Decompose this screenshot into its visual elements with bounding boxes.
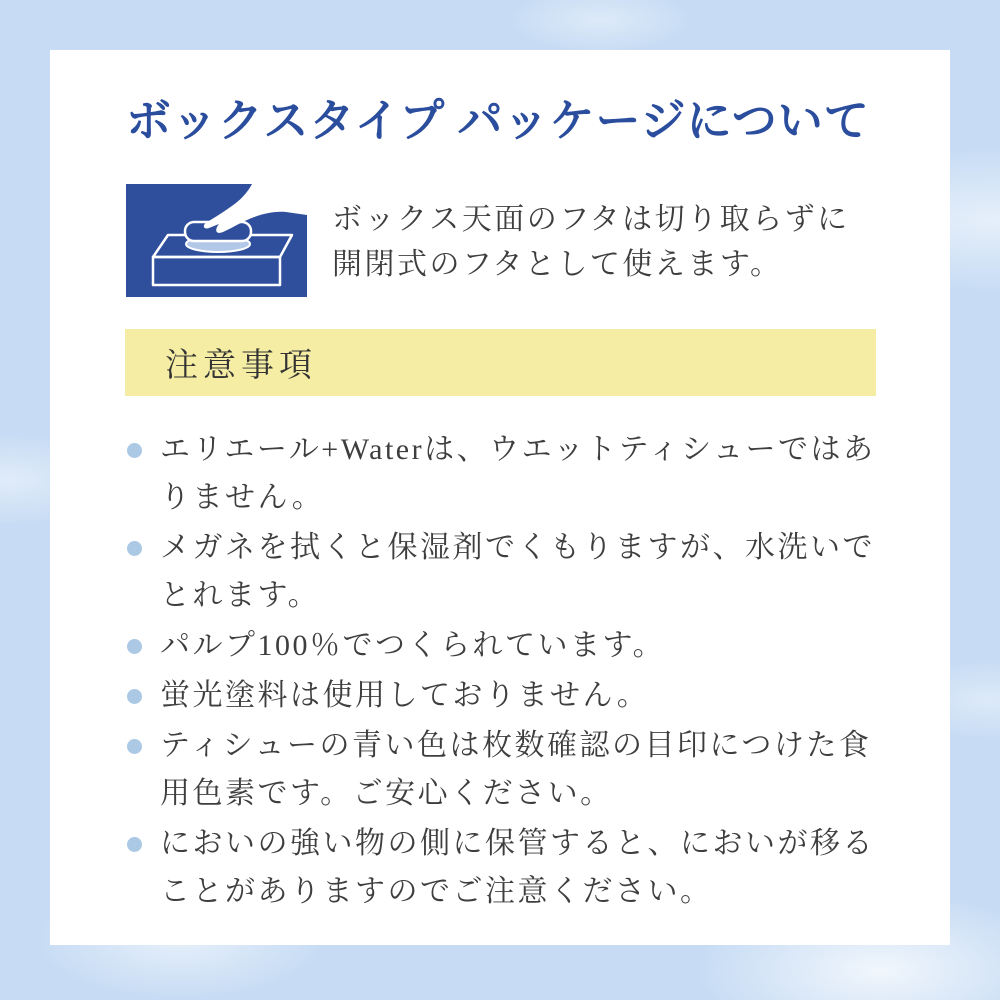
list-item <box>127 622 882 670</box>
bullet-dot-icon <box>127 443 142 458</box>
bullet-dot-icon <box>127 837 142 852</box>
notice-heading: 注意事項 <box>165 348 317 384</box>
list-item-text: 蛍光塗料は使用しておりません。 <box>160 679 650 712</box>
content-card <box>50 50 950 945</box>
list-item-text: においの強い物の側に保管すると、においが移ることがありますのでご注意ください。 <box>160 827 875 908</box>
bullet-dot-icon <box>127 639 142 654</box>
bullet-dot-icon <box>127 739 142 754</box>
list-item-text: ティシューの青い色は枚数確認の目印につけた食用色素です。ご安心ください。 <box>160 729 872 810</box>
page-title: ボックスタイプ パッケージについて <box>126 96 870 146</box>
list-item <box>127 524 882 620</box>
bullet-dot-icon <box>127 689 142 704</box>
intro-line1: ボックス天面のフタは切り取らずに <box>332 203 850 236</box>
list-item <box>127 722 882 818</box>
list-item-text: パルプ100％でつくられています。 <box>160 629 666 662</box>
bullet-dot-icon <box>127 541 142 556</box>
list-item <box>127 426 882 522</box>
list-item-text: メガネを拭くと保湿剤でくもりますが、水洗いでとれます。 <box>160 531 875 612</box>
intro-text <box>332 184 850 287</box>
notice-banner <box>125 329 876 396</box>
tissue-box-hand-icon <box>126 184 307 297</box>
intro-line2: 開閉式のフタとして使えます。 <box>332 248 783 281</box>
intro-section <box>126 184 950 297</box>
list-item-text: エリエール+Waterは、ウエットティシューではありません。 <box>160 433 876 514</box>
notice-list <box>127 426 882 916</box>
list-item <box>127 820 882 916</box>
list-item <box>127 672 882 720</box>
